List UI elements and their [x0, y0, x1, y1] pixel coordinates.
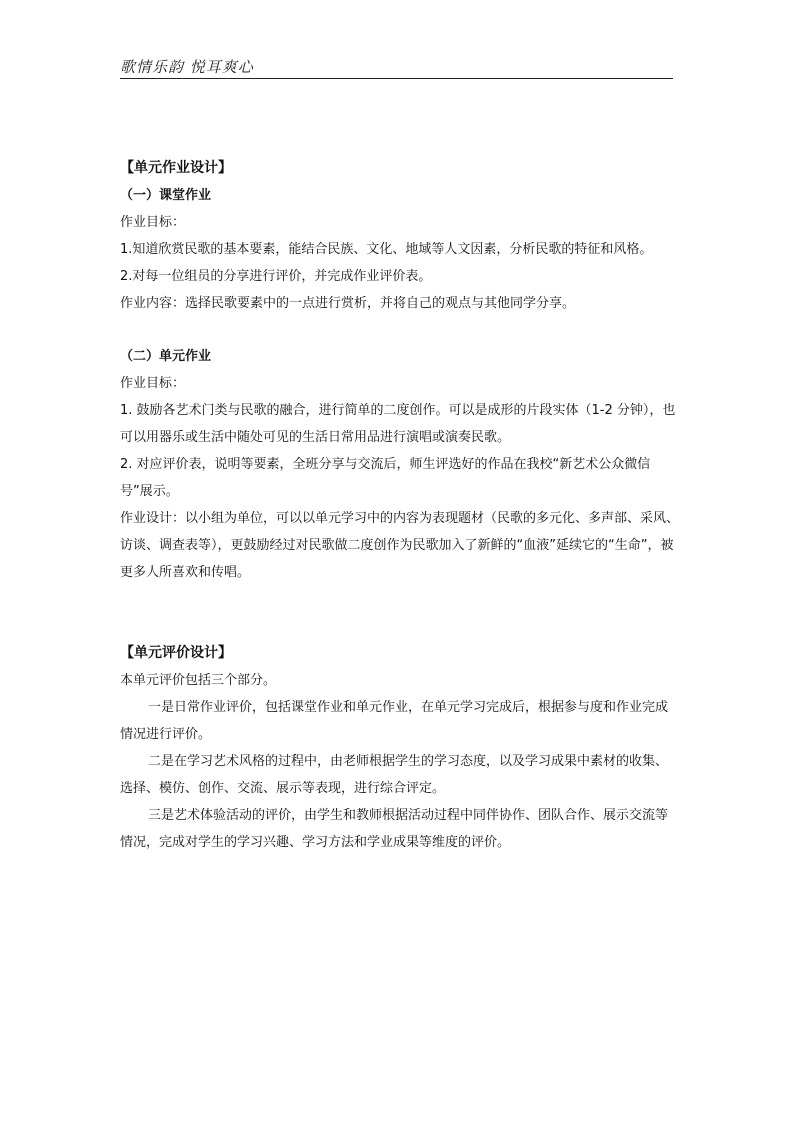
- unitwork-goal-1: 1. 鼓励各艺术门类与民歌的融合，进行简单的二度创作。可以是成形的片段实体（1-2 分钟），也可以用器乐或生活中随处可见的生活日常用品进行演唱或演奏民歌。: [120, 403, 676, 445]
- page-header: [120, 58, 673, 79]
- classwork-goal-label: 作业目标：: [120, 215, 186, 230]
- evaluation-part-2: 二是在学习艺术风格的过程中，由老师根据学生的学习态度，以及学习成果中素材的收集、选择、模仿、创作、交流、展示等表现，进行综合评定。: [120, 754, 669, 796]
- classwork-content: 作业内容：选择民歌要素中的一点进行赏析，并将自己的观点与其他同学分享。: [120, 296, 576, 311]
- evaluation-intro: 本单元评价包括三个部分。: [120, 673, 277, 688]
- classwork-goal-1: 1.知道欣赏民歌的基本要素，能结合民族、文化、地域等人文因素，分析民歌的特征和风格。: [120, 242, 653, 257]
- evaluation-part-1: 一是日常作业评价，包括课堂作业和单元作业，在单元学习完成后，根据参与度和作业完成情况进行评价。: [120, 700, 669, 742]
- evaluation-design-title: 【单元评价设计】: [120, 645, 232, 661]
- unitwork-design: 作业设计：以小组为单位，可以以单元学习中的内容为表现题材（民歌的多元化、多声部、采风、访谈、调查表等），更鼓励经过对民歌做二度创作为民歌加入了新鲜的“血液”延续它的“生命”，被更多人所喜欢和传唱。: [120, 511, 680, 580]
- evaluation-part-3: 三是艺术体验活动的评价，由学生和教师根据活动过程中同伴协作、团队合作、展示交流等情况，完成对学生的学习兴趣、学习方法和学业成果等维度的评价。: [120, 808, 669, 850]
- document-body: [120, 155, 680, 856]
- unitwork-goal-label: 作业目标：: [120, 376, 186, 391]
- classwork-goal-2: 2.对每一位组员的分享进行评价，并完成作业评价表。: [120, 269, 432, 284]
- spacer: [120, 586, 680, 640]
- homework-design-title: 【单元作业设计】: [120, 160, 232, 176]
- unitwork-goal-2: 2. 对应评价表，说明等要素，全班分享与交流后，师生评选好的作品在我校“新艺术公众微信号”展示。: [120, 457, 651, 499]
- spacer: [120, 317, 680, 343]
- classwork-heading: （一）课堂作业: [120, 188, 212, 203]
- unitwork-heading: （二）单元作业: [120, 349, 212, 364]
- header-title: 歌情乐韵 悦耳爽心: [120, 58, 254, 76]
